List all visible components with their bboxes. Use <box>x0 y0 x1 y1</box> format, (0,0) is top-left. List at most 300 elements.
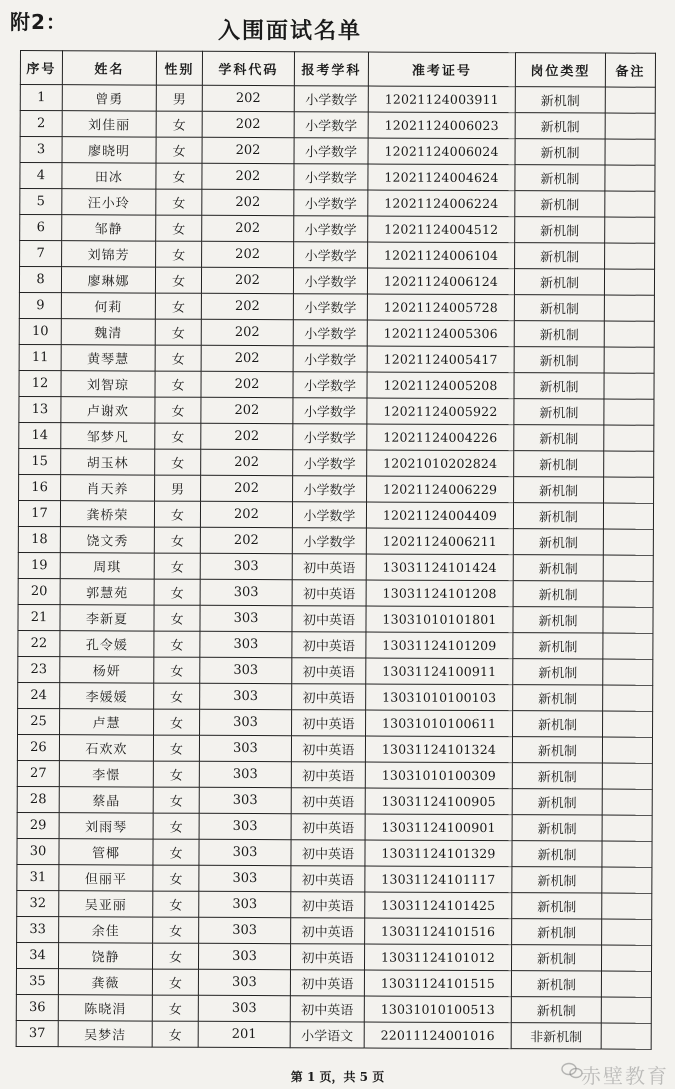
cell-exam-id: 12021124004226 <box>367 424 514 451</box>
cell-gender: 女 <box>153 891 199 917</box>
cell-post-type: 新机制 <box>513 555 603 581</box>
cell-no: 7 <box>20 241 62 267</box>
table-row <box>19 344 654 373</box>
cell-remarks <box>601 945 651 971</box>
cell-gender: 女 <box>155 267 201 293</box>
cell-remarks <box>605 113 655 139</box>
cell-subject-code: 303 <box>199 839 291 865</box>
cell-subject: 初中英语 <box>292 554 366 580</box>
cell-exam-id: 13031124101515 <box>364 970 511 997</box>
cell-remarks <box>604 477 654 503</box>
cell-remarks <box>604 269 654 295</box>
cell-remarks <box>603 659 653 685</box>
cell-exam-id: 13031010100513 <box>364 996 511 1023</box>
cell-subject-code: 202 <box>202 163 294 189</box>
column-header-subject: 报考学科 <box>294 52 368 86</box>
cell-remarks <box>605 217 655 243</box>
cell-subject-code: 202 <box>202 85 294 111</box>
cell-exam-id: 12021124005728 <box>367 294 514 321</box>
table-row <box>17 838 652 867</box>
cell-subject: 初中英语 <box>292 658 366 684</box>
cell-no: 20 <box>18 578 60 604</box>
cell-name: 龚薇 <box>58 969 152 995</box>
cell-exam-id: 12021124006024 <box>368 138 515 165</box>
cell-name: 李憬 <box>59 761 153 787</box>
cell-remarks <box>603 529 653 555</box>
cell-post-type: 新机制 <box>515 113 605 139</box>
cell-subject: 初中英语 <box>292 606 366 632</box>
cell-gender: 女 <box>154 579 200 605</box>
cell-remarks <box>604 451 654 477</box>
cell-post-type: 新机制 <box>514 269 604 295</box>
cell-subject-code: 303 <box>199 865 291 891</box>
table-row <box>17 734 652 763</box>
cell-gender: 女 <box>154 657 200 683</box>
cell-subject-code: 202 <box>201 319 293 345</box>
cell-subject: 小学数学 <box>293 398 367 424</box>
cell-name: 田冰 <box>62 163 156 189</box>
cell-subject-code: 303 <box>199 761 291 787</box>
cell-name: 廖琳娜 <box>61 267 155 293</box>
cell-subject: 小学数学 <box>293 320 367 346</box>
cell-remarks <box>602 841 652 867</box>
cell-post-type: 新机制 <box>512 841 602 867</box>
cell-subject-code: 202 <box>202 241 294 267</box>
cell-no: 19 <box>18 552 60 578</box>
cell-subject: 初中英语 <box>290 996 364 1022</box>
cell-remarks <box>603 711 653 737</box>
cell-subject-code: 202 <box>202 137 294 163</box>
cell-name: 卢谢欢 <box>61 397 155 423</box>
cell-remarks <box>602 867 652 893</box>
cell-gender: 女 <box>153 735 199 761</box>
cell-name: 饶静 <box>58 943 152 969</box>
cell-name: 廖晓明 <box>62 137 156 163</box>
cell-subject: 小学数学 <box>293 372 367 398</box>
cell-post-type: 新机制 <box>511 997 601 1023</box>
cell-remarks <box>602 789 652 815</box>
cell-subject-code: 202 <box>202 189 294 215</box>
cell-subject: 小学数学 <box>292 528 366 554</box>
table-body <box>16 85 655 1050</box>
cell-remarks <box>603 503 653 529</box>
cell-gender: 女 <box>156 111 202 137</box>
cell-post-type: 非新机制 <box>511 1023 601 1049</box>
cell-no: 27 <box>17 760 59 786</box>
cell-subject: 小学数学 <box>294 164 368 190</box>
cell-subject: 初中英语 <box>292 684 366 710</box>
cell-no: 15 <box>19 448 61 474</box>
cell-name: 郭慧苑 <box>60 579 154 605</box>
cell-exam-id: 13031124101425 <box>365 892 512 919</box>
cell-subject-code: 202 <box>200 527 292 553</box>
cell-remarks <box>601 997 651 1023</box>
cell-subject-code: 202 <box>201 423 293 449</box>
cell-name: 杨妍 <box>60 657 154 683</box>
cell-subject: 小学数学 <box>293 476 367 502</box>
cell-no: 13 <box>19 396 61 422</box>
cell-subject-code: 303 <box>200 631 292 657</box>
table-row <box>20 85 655 114</box>
cell-subject: 初中英语 <box>291 918 365 944</box>
table-row <box>18 500 653 529</box>
cell-remarks <box>603 685 653 711</box>
cell-subject-code: 202 <box>201 371 293 397</box>
cell-no: 33 <box>17 916 59 942</box>
cell-subject: 小学数学 <box>293 424 367 450</box>
cell-gender: 女 <box>156 189 202 215</box>
cell-no: 22 <box>18 630 60 656</box>
cell-name: 但丽平 <box>59 865 153 891</box>
cell-name: 邹梦凡 <box>61 423 155 449</box>
table-row <box>18 708 653 737</box>
cell-post-type: 新机制 <box>512 919 602 945</box>
cell-name: 邹静 <box>62 215 156 241</box>
cell-gender: 女 <box>153 787 199 813</box>
cell-subject: 初中英语 <box>292 710 366 736</box>
cell-no: 32 <box>17 890 59 916</box>
cell-exam-id: 12021124005208 <box>367 372 514 399</box>
cell-gender: 女 <box>153 839 199 865</box>
cell-subject: 初中英语 <box>290 970 364 996</box>
cell-gender: 女 <box>156 241 202 267</box>
table-row <box>16 942 651 971</box>
cell-name: 胡玉林 <box>61 449 155 475</box>
cell-name: 卢慧 <box>60 709 154 735</box>
cell-remarks <box>601 971 651 997</box>
cell-exam-id: 12021124004409 <box>366 502 513 529</box>
column-header-no: 序号 <box>20 51 62 85</box>
table-row <box>18 630 653 659</box>
cell-no: 11 <box>19 344 61 370</box>
table-row <box>18 604 653 633</box>
cell-exam-id: 12021124006023 <box>368 112 515 139</box>
cell-gender: 女 <box>153 917 199 943</box>
cell-subject-code: 303 <box>199 891 291 917</box>
cell-gender: 女 <box>155 345 201 371</box>
cell-gender: 女 <box>152 995 198 1021</box>
cell-remarks <box>602 763 652 789</box>
cell-subject-code: 303 <box>200 709 292 735</box>
cell-remarks <box>602 893 652 919</box>
cell-gender: 女 <box>152 969 198 995</box>
cell-name: 龚桥荣 <box>60 501 154 527</box>
cell-name: 周琪 <box>60 553 154 579</box>
cell-no: 26 <box>17 734 59 760</box>
cell-gender: 男 <box>155 475 201 501</box>
cell-subject: 小学数学 <box>293 346 367 372</box>
cell-post-type: 新机制 <box>515 243 605 269</box>
cell-subject: 初中英语 <box>292 580 366 606</box>
cell-subject-code: 202 <box>201 397 293 423</box>
cell-gender: 女 <box>153 813 199 839</box>
cell-exam-id: 22011124001016 <box>364 1022 511 1049</box>
cell-post-type: 新机制 <box>513 711 603 737</box>
cell-subject: 小学数学 <box>294 216 368 242</box>
cell-remarks <box>603 633 653 659</box>
cell-exam-id: 12021124006229 <box>367 476 514 503</box>
cell-subject: 小学数学 <box>293 268 367 294</box>
cell-subject: 初中英语 <box>291 866 365 892</box>
cell-gender: 女 <box>154 553 200 579</box>
cell-gender: 女 <box>155 397 201 423</box>
cell-exam-id: 12021124006211 <box>366 528 513 555</box>
cell-name: 吴梦洁 <box>58 1021 152 1047</box>
cell-no: 21 <box>18 604 60 630</box>
cell-post-type: 新机制 <box>514 425 604 451</box>
cell-exam-id: 12021124003911 <box>368 86 515 113</box>
table-row <box>17 864 652 893</box>
table-row <box>20 189 655 218</box>
table-row <box>16 994 651 1023</box>
cell-name: 黄琴慧 <box>61 345 155 371</box>
cell-post-type: 新机制 <box>512 867 602 893</box>
column-header-remarks: 备注 <box>605 53 655 87</box>
table-row <box>18 578 653 607</box>
cell-name: 刘智琼 <box>61 371 155 397</box>
cell-post-type: 新机制 <box>514 373 604 399</box>
cell-no: 4 <box>20 163 62 189</box>
table-row <box>20 215 655 244</box>
cell-name: 蔡晶 <box>59 787 153 813</box>
cell-gender: 女 <box>156 215 202 241</box>
cell-subject-code: 202 <box>201 267 293 293</box>
cell-remarks <box>602 815 652 841</box>
cell-no: 34 <box>16 942 58 968</box>
cell-name: 吴亚丽 <box>59 891 153 917</box>
cell-no: 8 <box>19 267 61 293</box>
table-row <box>19 396 654 425</box>
cell-post-type: 新机制 <box>513 581 603 607</box>
cell-subject-code: 303 <box>198 943 290 969</box>
cell-exam-id: 13031124101516 <box>365 918 512 945</box>
cell-subject: 小学数学 <box>293 450 367 476</box>
cell-no: 12 <box>19 370 61 396</box>
cell-gender: 女 <box>154 709 200 735</box>
cell-exam-id: 12021124005922 <box>367 398 514 425</box>
wechat-icon <box>561 1062 583 1080</box>
cell-subject: 初中英语 <box>292 632 366 658</box>
interview-list-table <box>16 50 656 1050</box>
cell-remarks <box>605 243 655 269</box>
cell-exam-id: 13031124101117 <box>365 866 512 893</box>
cell-subject: 小学语文 <box>290 1022 364 1048</box>
page-footer: 第 1 页，共 5 页 <box>290 1070 385 1084</box>
table-row <box>18 656 653 685</box>
cell-subject: 初中英语 <box>291 762 365 788</box>
cell-no: 17 <box>18 500 60 526</box>
table-row <box>17 760 652 789</box>
column-header-subject-code: 学科代码 <box>202 51 294 85</box>
cell-subject: 小学数学 <box>294 138 368 164</box>
cell-exam-id: 13031010100611 <box>366 710 513 737</box>
table-row <box>19 370 654 399</box>
cell-post-type: 新机制 <box>513 503 603 529</box>
table-row <box>18 526 653 555</box>
column-header-gender: 性别 <box>156 51 202 85</box>
cell-no: 10 <box>19 318 61 344</box>
cell-post-type: 新机制 <box>515 217 605 243</box>
cell-no: 36 <box>16 994 58 1020</box>
cell-post-type: 新机制 <box>515 165 605 191</box>
cell-post-type: 新机制 <box>515 191 605 217</box>
table-row <box>20 163 655 192</box>
cell-gender: 女 <box>154 605 200 631</box>
cell-no: 29 <box>17 812 59 838</box>
cell-post-type: 新机制 <box>514 451 604 477</box>
cell-gender: 女 <box>155 293 201 319</box>
cell-remarks <box>601 1023 651 1049</box>
cell-subject-code: 303 <box>200 683 292 709</box>
cell-post-type: 新机制 <box>514 295 604 321</box>
cell-name: 曾勇 <box>62 85 156 111</box>
cell-post-type: 新机制 <box>512 789 602 815</box>
cell-remarks <box>604 347 654 373</box>
cell-remarks <box>605 191 655 217</box>
cell-subject-code: 303 <box>199 735 291 761</box>
cell-subject: 初中英语 <box>291 788 365 814</box>
table-row <box>17 812 652 841</box>
cell-exam-id: 13031124100905 <box>365 788 512 815</box>
cell-no: 16 <box>19 474 61 500</box>
cell-subject-code: 303 <box>198 995 290 1021</box>
cell-post-type: 新机制 <box>511 945 601 971</box>
table-row <box>18 682 653 711</box>
cell-exam-id: 13031010100309 <box>365 762 512 789</box>
cell-exam-id: 13031124100911 <box>366 658 513 685</box>
cell-name: 魏清 <box>61 319 155 345</box>
cell-exam-id: 12021124006104 <box>368 242 515 269</box>
cell-no: 23 <box>18 656 60 682</box>
watermark: 赤壁教育 <box>581 1064 669 1088</box>
cell-gender: 女 <box>153 761 199 787</box>
table-row <box>19 474 654 503</box>
cell-gender: 女 <box>155 371 201 397</box>
cell-name: 管椰 <box>59 839 153 865</box>
table-row <box>17 916 652 945</box>
cell-remarks <box>602 737 652 763</box>
cell-gender: 女 <box>152 943 198 969</box>
cell-subject-code: 201 <box>198 1021 290 1047</box>
cell-no: 14 <box>19 422 61 448</box>
cell-subject-code: 303 <box>200 605 292 631</box>
cell-exam-id: 13031124101329 <box>365 840 512 867</box>
cell-post-type: 新机制 <box>513 685 603 711</box>
cell-exam-id: 12021124004512 <box>368 216 515 243</box>
cell-remarks <box>605 139 655 165</box>
cell-remarks <box>604 399 654 425</box>
cell-post-type: 新机制 <box>515 139 605 165</box>
cell-exam-id: 12021010202824 <box>367 450 514 477</box>
cell-exam-id: 13031124101208 <box>366 580 513 607</box>
table-row <box>16 968 651 997</box>
cell-subject: 小学数学 <box>294 190 368 216</box>
table-row <box>19 422 654 451</box>
cell-no: 5 <box>20 189 62 215</box>
cell-gender: 女 <box>155 423 201 449</box>
cell-subject-code: 303 <box>199 787 291 813</box>
cell-subject-code: 202 <box>201 293 293 319</box>
table-row <box>16 1020 651 1049</box>
cell-subject-code: 303 <box>200 553 292 579</box>
cell-no: 3 <box>20 137 62 163</box>
cell-remarks <box>604 425 654 451</box>
cell-name: 石欢欢 <box>59 735 153 761</box>
cell-exam-id: 13031010101801 <box>366 606 513 633</box>
cell-name: 刘佳丽 <box>62 111 156 137</box>
cell-post-type: 新机制 <box>513 633 603 659</box>
cell-no: 25 <box>18 708 60 734</box>
cell-exam-id: 13031124101424 <box>366 554 513 581</box>
cell-gender: 女 <box>154 527 200 553</box>
cell-exam-id: 12021124005306 <box>367 320 514 347</box>
cell-gender: 女 <box>154 683 200 709</box>
cell-name: 余佳 <box>59 917 153 943</box>
cell-subject-code: 202 <box>201 475 293 501</box>
column-header-post-type: 岗位类型 <box>515 53 605 87</box>
cell-gender: 女 <box>153 865 199 891</box>
cell-post-type: 新机制 <box>511 971 601 997</box>
cell-remarks <box>604 321 654 347</box>
cell-name: 饶文秀 <box>60 527 154 553</box>
cell-name: 汪小玲 <box>62 189 156 215</box>
cell-subject: 初中英语 <box>291 736 365 762</box>
cell-gender: 女 <box>154 631 200 657</box>
cell-post-type: 新机制 <box>513 607 603 633</box>
cell-gender: 女 <box>156 137 202 163</box>
cell-exam-id: 12021124005417 <box>367 346 514 373</box>
table-row <box>19 267 654 296</box>
cell-post-type: 新机制 <box>512 893 602 919</box>
cell-subject-code: 303 <box>199 813 291 839</box>
cell-subject: 初中英语 <box>291 814 365 840</box>
cell-exam-id: 13031010100103 <box>366 684 513 711</box>
cell-post-type: 新机制 <box>513 529 603 555</box>
cell-subject: 小学数学 <box>293 294 367 320</box>
cell-name: 李媛媛 <box>60 683 154 709</box>
column-header-name: 姓名 <box>62 51 156 85</box>
cell-exam-id: 13031124100901 <box>365 814 512 841</box>
cell-no: 28 <box>17 786 59 812</box>
table-row <box>17 786 652 815</box>
cell-exam-id: 12021124006224 <box>368 190 515 217</box>
cell-exam-id: 13031124101324 <box>365 736 512 763</box>
cell-gender: 女 <box>152 1021 198 1047</box>
cell-name: 陈晓涓 <box>58 995 152 1021</box>
cell-subject: 初中英语 <box>291 840 365 866</box>
cell-subject-code: 202 <box>200 501 292 527</box>
table-row <box>20 241 655 270</box>
table-header-row <box>20 51 655 88</box>
cell-subject-code: 303 <box>198 969 290 995</box>
cell-gender: 男 <box>156 85 202 111</box>
cell-post-type: 新机制 <box>514 399 604 425</box>
cell-name: 何莉 <box>61 293 155 319</box>
cell-subject: 小学数学 <box>294 86 368 112</box>
cell-gender: 女 <box>156 163 202 189</box>
cell-no: 2 <box>20 111 62 137</box>
cell-exam-id: 13031124101012 <box>364 944 511 971</box>
cell-subject: 小学数学 <box>294 242 368 268</box>
cell-subject-code: 303 <box>199 917 291 943</box>
cell-gender: 女 <box>154 501 200 527</box>
cell-remarks <box>605 165 655 191</box>
page-title: 入围面试名单 <box>218 19 363 44</box>
annex-label: 附2： <box>10 10 67 34</box>
cell-gender: 女 <box>155 449 201 475</box>
cell-remarks <box>603 581 653 607</box>
cell-name: 孔令媛 <box>60 631 154 657</box>
